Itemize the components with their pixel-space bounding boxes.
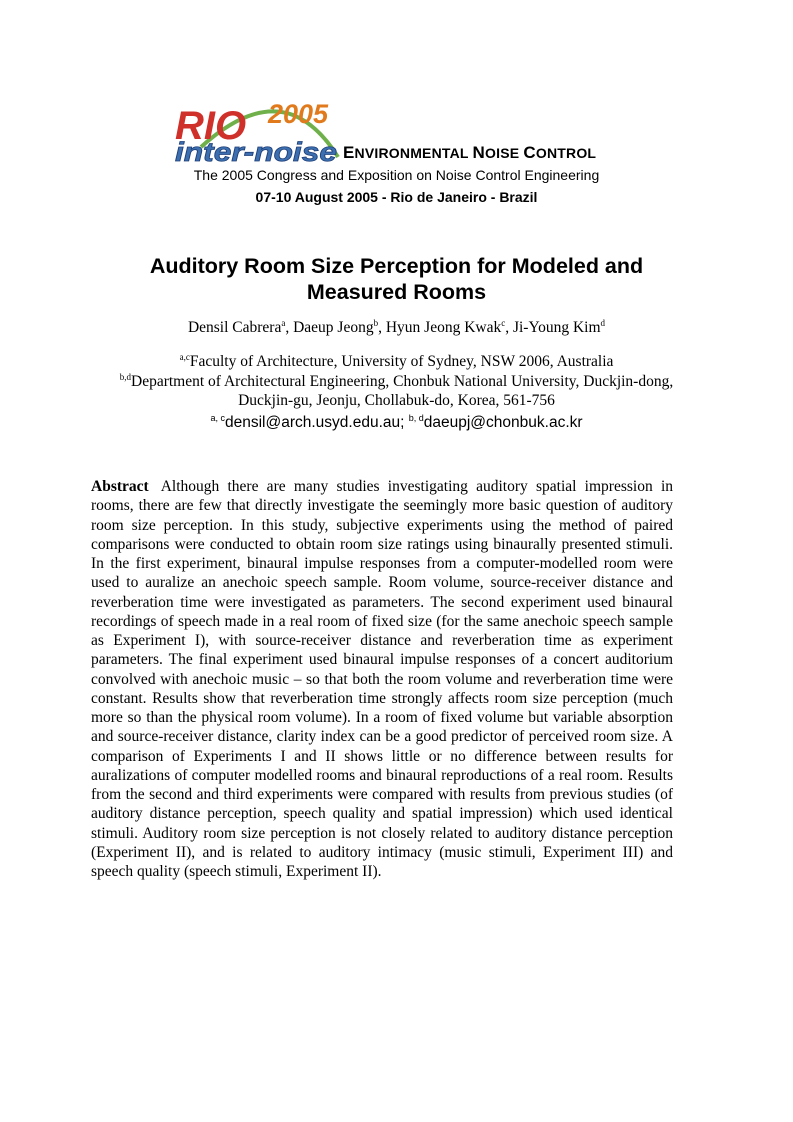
author-name: Hyun Jeong Kwak [385,319,502,336]
congress-line: The 2005 Congress and Exposition on Noise Control Engineering [193,167,600,183]
affiliation: $^{a,c}$Faculty of Architecture, University of Sydney, NSW 2006, Australia [179,352,614,370]
author-list: Densil Cabrera$^a$, Daeup Jeong$^b$, Hyun Jeong Kwak$^c$, Ji-Young Kim$^d$ [187,318,606,336]
logo-rio-text: RIO [175,104,247,148]
rio-internoise-logo [173,95,343,167]
conference-name: ENVIRONMENTAL NOISE CONTROL [343,143,597,162]
logo-brand-text: inter-noise [175,137,337,167]
affiliation-continued: Duckjin-gu, Jeonju, Chollabuk-do, Korea, 561-756 [238,392,555,409]
title-line: Auditory Room Size Perception for Modeled and [149,254,644,278]
author-name: Ji-Young Kim [512,319,601,336]
email-link[interactable]: densil@arch.usyd.edu.au [224,414,401,431]
author-mark: c [501,318,506,328]
author-name: Densil Cabrera [187,319,282,336]
author-mark: d [600,318,606,328]
abstract-text: Although there are many studies investigating auditory spatial impression in rooms, there are few that directly investigate the seemingly more basic question of auditory room size perception. In this study, subjective experiments using the method of paired comparisons were conducted to obtain room size ratings using binaurally presented stimuli. In the first experiment, binaural impulse responses from a computer-modelled room were used to auralize an anechoic speech sample. Room volume, source-receiver distance and reverberation time were investigated as parameters. The second experiment used binaural recordings of speech made in a real room of fixed size (for the same anechoic speech sample as Experiment I), with source-receiver distance and reverberation time as experiment parameters. The final experiment used binaural impulse responses of a concert auditorium convolved with anechoic music – so that both the room volume and reverberation time were constant. Results show that reverberation time strongly affects room size perception (much more so than the physical room volume). In a room of fixed volume but variable absorption and source-receiver distance, clarity index can be a good predictor of perceived room size. A comparison of Experiments I and II shows little or no difference between results for auralizations of computer modelled rooms and binaural reproductions of a real room. Results from the second and third experiments were compared with results from previous studies (of auditory distance perception, speech quality and spatial impression) which used identical stimuli. Auditory room size perception is not closely related to auditory distance perception (Experiment II), and is related to auditory intimacy (music stimuli, Experiment III) and speech quality (speech stimuli, Experiment II). [91,478,673,880]
title-line: Measured Rooms [306,280,487,304]
logo-year-text: 2005 [268,99,329,129]
conference-date: 07-10 August 2005 - Rio de Janeiro - Brazil [255,189,538,205]
affiliations [60,352,733,411]
author-name: Daeup Jeong [293,319,374,336]
author-emails: $^{a, c}$densil@arch.usyd.edu.au; $^{b, d}$daeupj@chonbuk.ac.kr [210,413,583,431]
abstract [91,477,673,881]
affiliation: $^{b,d}$Department of Architectural Engineering, Chonbuk National University, Duckjin-dong, [119,371,674,390]
author-mark: b [373,318,379,328]
author-mark: a [281,318,286,328]
paper-title [100,253,693,305]
abstract-label: Abstract [91,478,149,495]
email-link[interactable]: daeupj@chonbuk.ac.kr [423,414,583,431]
